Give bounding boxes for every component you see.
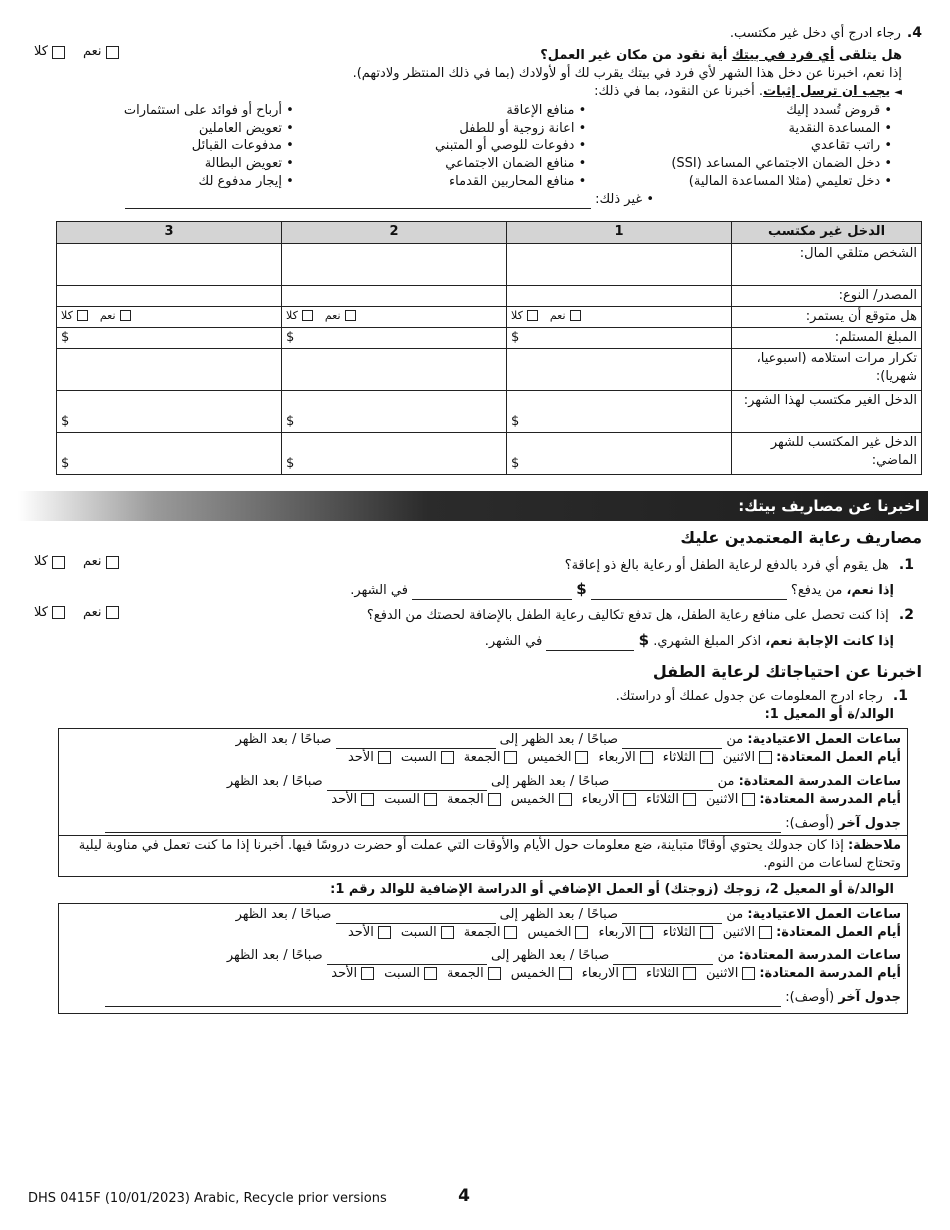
amount-dollar[interactable]: $ — [282, 433, 507, 475]
day-checkbox[interactable] — [424, 967, 437, 980]
table-cell-input[interactable] — [282, 349, 507, 391]
days-label: أيام العمل المعتادة: — [776, 924, 901, 940]
day-label: الجمعة — [447, 791, 484, 807]
form-id: DHS 0415F (10/01/2023) Arabic, Recycle prior versions — [28, 1191, 387, 1207]
day-checkbox[interactable] — [378, 926, 391, 939]
work-from-field[interactable] — [622, 910, 722, 924]
section-band-expenses — [18, 491, 928, 521]
day-checkbox[interactable] — [623, 967, 636, 980]
day-checkbox[interactable] — [559, 967, 572, 980]
table-row — [57, 391, 922, 433]
day-checkbox[interactable] — [623, 793, 636, 806]
table-row — [57, 349, 922, 391]
table-header: 1 — [507, 222, 732, 244]
q4-question-row — [28, 43, 922, 64]
exp-q2-yes-checkbox[interactable] — [106, 606, 119, 619]
exp-q1-text: هل يقوم أي فرد بالدفع لرعاية الطفل أو رعاية بالغ ذو إعاقة؟ — [564, 557, 889, 573]
table-cell-input[interactable] — [507, 286, 732, 307]
day-label: الاربعاء — [581, 791, 620, 807]
income-types-col-1 — [586, 102, 892, 192]
day-label: الاثنين — [705, 966, 739, 982]
cc-q1-row: 1. رجاء ادرج المعلومات عن جدول عملك أو دراستك. — [615, 687, 908, 704]
continue-yes-checkbox[interactable] — [345, 310, 356, 321]
day-label: السبت — [400, 750, 437, 765]
day-checkbox[interactable] — [700, 751, 713, 764]
day-label: الأحد — [331, 791, 358, 807]
work-days-row — [65, 924, 901, 942]
row-label: الشخص متلقي المال: — [732, 244, 922, 286]
table-cell-input[interactable] — [57, 349, 282, 391]
table-cell-input[interactable] — [282, 286, 507, 307]
exp-q2-text: إذا كنت تحصل على منافع رعاية الطفل، هل تدفع تكاليف رعاية الطفل بالإضافة لحصتك من الدفع؟ — [366, 608, 889, 624]
section-band-title: اخبرنا عن مصاريف بيتك: — [738, 496, 920, 515]
exp-q2-row: 2. إذا كنت تحصل على منافع رعاية الطفل، هل تدفع تكاليف رعاية الطفل بالإضافة لحصتك من الدفع؟ نعم كلا — [34, 605, 914, 624]
continue-yes-no: نعم كلا — [507, 307, 732, 328]
childcare-needs-title: اخبرنا عن احتياجاتك لرعاية الطفل — [652, 661, 922, 681]
other-schedule-row: جدول آخر (أوصف): — [65, 815, 901, 833]
days-label: أيام المدرسة المعتادة: — [759, 791, 901, 807]
q4-intro-row — [28, 24, 922, 43]
day-label: الاثنين — [722, 924, 756, 940]
continue-no-checkbox[interactable] — [302, 310, 313, 321]
q4-intro: رجاء ادرج أي دخل غير مكتسب. — [729, 26, 901, 41]
income-type-item: • اعانة زوجية أو للطفل — [294, 120, 586, 138]
day-checkbox[interactable] — [683, 793, 696, 806]
table-row — [57, 286, 922, 307]
work-to-field[interactable] — [336, 910, 496, 924]
day-label: الأحد — [347, 750, 374, 765]
day-label: الثلاثاء — [662, 750, 696, 765]
day-label: الاربعاء — [598, 924, 636, 940]
continue-no-checkbox[interactable] — [527, 310, 538, 321]
work-hours-row: ساعات العمل الاعتيادية: من صباحًا / بعد الظهر إلى صباحًا / بعد الظهر — [235, 906, 901, 922]
exp-q1-no-checkbox[interactable] — [52, 556, 65, 569]
day-checkbox[interactable] — [640, 926, 653, 939]
day-checkbox[interactable] — [742, 793, 755, 806]
table-row — [57, 244, 922, 286]
income-other-row: • غير ذلك: — [28, 191, 654, 209]
day-label: الخميس — [527, 924, 572, 940]
day-checkbox[interactable] — [488, 793, 501, 806]
income-type-item: • راتب تقاعدي — [586, 137, 892, 155]
day-checkbox[interactable] — [361, 967, 374, 980]
parent2-label: الوالد/ة أو المعيل 2، زوجك (زوجتك) أو العمل الإضافي أو الدراسة الإضافية للوالد رقم 1: — [330, 881, 894, 897]
days-label: أيام المدرسة المعتادة: — [759, 966, 901, 982]
income-type-item: • إيجار مدفوع لك — [28, 173, 294, 191]
day-label: الخميس — [527, 750, 572, 765]
day-label: الاربعاء — [598, 750, 636, 765]
income-type-item: • أرباح أو فوائد على استثمارات — [28, 102, 294, 120]
other-schedule-field[interactable] — [105, 819, 781, 833]
amount-dollar[interactable]: $ — [507, 433, 732, 475]
amount-dollar[interactable]: $ — [57, 328, 282, 349]
amount-dollar[interactable]: $ — [507, 328, 732, 349]
continue-no-checkbox[interactable] — [77, 310, 88, 321]
day-label: الاربعاء — [581, 966, 620, 982]
exp-q1-ifyes-row: إذا نعم، من يدفع؟ $ في الشهر. — [350, 580, 894, 599]
day-checkbox[interactable] — [759, 751, 772, 764]
continue-yes-checkbox[interactable] — [120, 310, 131, 321]
who-pays-field[interactable] — [591, 586, 787, 600]
continue-yes-no: نعم كلا — [57, 307, 282, 328]
exp-q1-yes-checkbox[interactable] — [106, 556, 119, 569]
parent1-label: الوالد/ة أو المعيل 1: — [764, 707, 894, 723]
q4-no-checkbox[interactable] — [52, 46, 65, 59]
days-label: أيام العمل المعتادة: — [776, 750, 901, 765]
day-label: الجمعة — [463, 750, 501, 765]
day-checkbox[interactable] — [378, 751, 391, 764]
income-type-item: • دخل تعليمي (مثلا المساعدة المالية) — [586, 173, 892, 191]
school-days-row — [65, 965, 901, 983]
dependent-care-title: مصاريف رعاية المعتمدين عليك — [680, 528, 922, 548]
exp-q2-ifyes-row: إذا كانت الإجابة نعم، اذكر المبلغ الشهري. $ في الشهر. — [484, 630, 894, 649]
day-checkbox[interactable] — [575, 926, 588, 939]
day-checkbox[interactable] — [575, 751, 588, 764]
exp-q2-yes-no: نعم كلا — [34, 604, 119, 622]
income-type-item: • المساعدة النقدية — [586, 120, 892, 138]
school-days-row — [65, 791, 901, 809]
table-header: 2 — [282, 222, 507, 244]
income-type-item: • منافع المحاربين القدماء — [294, 173, 586, 191]
work-days-row — [65, 749, 901, 767]
page-footer — [28, 1185, 922, 1208]
income-type-item: • دفوعات للوصي أو المتبني — [294, 137, 586, 155]
other-schedule-row: جدول آخر (أوصف): — [65, 989, 901, 1007]
income-type-item: • تعويض العاملين — [28, 120, 294, 138]
school-from-field[interactable] — [613, 951, 713, 965]
table-row — [57, 307, 922, 328]
day-checkbox[interactable] — [424, 793, 437, 806]
amount-dollar[interactable]: $ — [282, 328, 507, 349]
q4-question: هل يتلقى أي فرد في بيتك أية نقود من مكان غير العمل؟ — [540, 47, 902, 63]
school-hours-row: ساعات المدرسة المعتادة: من صباحًا / بعد الظهر إلى صباحًا / بعد الظهر — [226, 773, 901, 789]
table-cell-input[interactable] — [57, 286, 282, 307]
day-checkbox[interactable] — [700, 926, 713, 939]
schedule-note: ملاحظة: إذا كان جدولك يحتوي أوقاتًا متباينة، ضع معلومات حول الأيام والأوقات التي عملت أو حضرت دروسًا فيها. أخبرنا إذا ما كنت تعمل في مناوبة ليلية وتحتاج لساعات من النوم. — [59, 835, 907, 874]
income-type-item: • تعويض البطالة — [28, 155, 294, 173]
income-type-item: • قروض تُسدد إليك — [586, 102, 892, 120]
q4-number: 4. — [906, 25, 922, 41]
day-label: الثلاثاء — [662, 924, 696, 940]
day-label: الجمعة — [463, 924, 501, 940]
q4-proof: ◄ يجب ان ترسل إثبات. أخبرنا عن النقود، بما في ذلك: — [594, 83, 902, 99]
school-hours-row: ساعات المدرسة المعتادة: من صباحًا / بعد الظهر إلى صباحًا / بعد الظهر — [226, 948, 901, 964]
day-checkbox[interactable] — [559, 793, 572, 806]
page-number: 4 — [458, 1185, 470, 1206]
day-label: الاثنين — [705, 791, 739, 807]
amount-dollar[interactable]: $ — [282, 391, 507, 433]
continue-yes-no: نعم كلا — [282, 307, 507, 328]
table-cell-input[interactable] — [507, 349, 732, 391]
day-label: السبت — [384, 966, 421, 982]
table-cell-input[interactable] — [507, 244, 732, 286]
work-hours-row: ساعات العمل الاعتيادية: من صباحًا / بعد الظهر إلى صباحًا / بعد الظهر — [235, 732, 901, 748]
q4-yes-no: نعم كلا — [34, 43, 119, 61]
row-label: المصدر/ النوع: — [732, 286, 922, 307]
amount-field[interactable] — [412, 586, 572, 600]
school-to-field[interactable] — [327, 777, 487, 791]
income-type-item: • منافع الإعاقة — [294, 102, 586, 120]
day-label: الثلاثاء — [646, 791, 679, 807]
table-cell-input[interactable] — [57, 244, 282, 286]
day-checkbox[interactable] — [759, 926, 772, 939]
day-label: الخميس — [510, 791, 555, 807]
table-header: الدخل غير مكتسب — [732, 222, 922, 244]
day-checkbox[interactable] — [361, 793, 374, 806]
income-type-item: • منافع الضمان الاجتماعي — [294, 155, 586, 173]
income-type-item: • مدفوعات القبائل — [28, 137, 294, 155]
table-row — [57, 433, 922, 475]
school-to-field[interactable] — [327, 951, 487, 965]
income-types-col-2 — [294, 102, 586, 192]
table-header: 3 — [57, 222, 282, 244]
q4-if-yes: إذا نعم، اخبرنا عن دخل هذا الشهر لأي فرد في بيتك يقرب لك أو لأولادك (بما في ذلك المنتظر ولادتهم). — [352, 65, 902, 81]
day-label: السبت — [400, 924, 437, 940]
day-checkbox[interactable] — [441, 751, 454, 764]
income-types-col-3 — [28, 102, 294, 192]
other-schedule-field[interactable] — [105, 993, 781, 1007]
income-types-list — [28, 102, 892, 192]
row-label: الدخل الغير مكتسب لهذا الشهر: — [732, 391, 922, 433]
day-checkbox[interactable] — [640, 751, 653, 764]
unearned-income-table — [56, 221, 922, 475]
day-label: الأحد — [347, 924, 374, 940]
day-label: الاثنين — [722, 750, 756, 765]
day-checkbox[interactable] — [441, 926, 454, 939]
income-other-field[interactable] — [125, 195, 591, 209]
form-page — [28, 24, 922, 1014]
work-from-field[interactable] — [622, 735, 722, 749]
day-checkbox[interactable] — [488, 967, 501, 980]
continue-yes-checkbox[interactable] — [570, 310, 581, 321]
parent1-schedule-box — [58, 728, 908, 877]
row-label: الدخل غير المكتسب للشهر الماضي: — [732, 433, 922, 475]
day-checkbox[interactable] — [683, 967, 696, 980]
work-to-field[interactable] — [336, 735, 496, 749]
arrow-left-icon: ◄ — [894, 86, 902, 98]
table-cell-input[interactable] — [282, 244, 507, 286]
day-label: الأحد — [331, 966, 358, 982]
income-type-item: • دخل الضمان الاجتماعي المساعد (SSI) — [586, 155, 892, 173]
q4-yes-checkbox[interactable] — [106, 46, 119, 59]
exp-q1-yes-no: نعم كلا — [34, 553, 119, 571]
day-checkbox[interactable] — [742, 967, 755, 980]
row-label: المبلغ المستلم: — [732, 328, 922, 349]
table-row — [57, 328, 922, 349]
day-label: الجمعة — [447, 966, 484, 982]
day-label: الخميس — [510, 966, 555, 982]
amount-dollar[interactable]: $ — [57, 433, 282, 475]
school-from-field[interactable] — [613, 777, 713, 791]
amount-dollar[interactable]: $ — [507, 391, 732, 433]
row-label: هل متوقع أن يستمر: — [732, 307, 922, 328]
day-label: السبت — [384, 791, 421, 807]
amount-dollar[interactable]: $ — [57, 391, 282, 433]
day-checkbox[interactable] — [504, 926, 517, 939]
day-label: الثلاثاء — [646, 966, 679, 982]
exp-q2-no-checkbox[interactable] — [52, 606, 65, 619]
row-label: تكرار مرات استلامه (اسبوعيا، شهريا): — [732, 349, 922, 391]
day-checkbox[interactable] — [504, 751, 517, 764]
exp-q1-row: 1. هل يقوم أي فرد بالدفع لرعاية الطفل أو رعاية بالغ ذو إعاقة؟ نعم كلا — [34, 554, 914, 573]
parent2-schedule-box — [58, 903, 908, 1015]
monthly-amount-field[interactable] — [546, 637, 634, 651]
